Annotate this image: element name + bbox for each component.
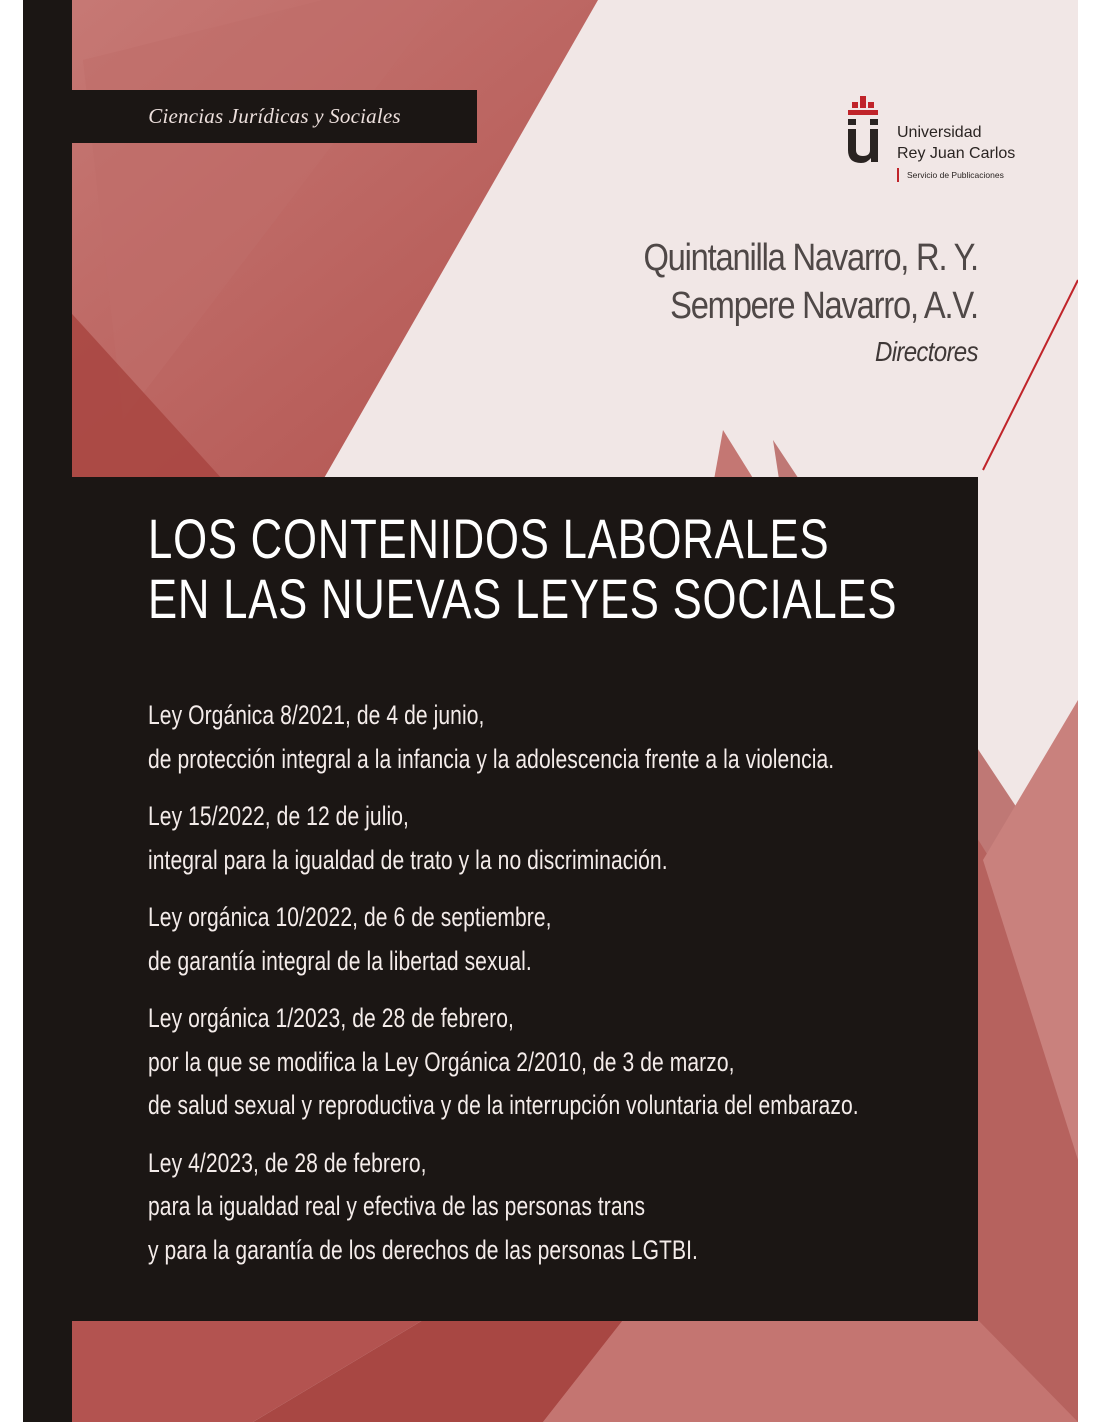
book-title-line-2: EN LAS NUEVAS LEYES SOCIALES <box>148 567 898 630</box>
title-panel <box>72 477 978 1321</box>
university-crown-u-icon <box>846 96 884 166</box>
law-description: y para la garantía de los derechos de las personas LGTBI. <box>148 1234 698 1265</box>
law-description: de protección integral a la infancia y la adolescencia frente a la violencia. <box>148 743 835 774</box>
law-citation: Ley 15/2022, de 12 de julio, <box>148 801 409 831</box>
university-name-line-2: Rey Juan Carlos <box>897 145 1016 162</box>
author-name: Sempere Navarro, A.V. <box>670 285 978 327</box>
laws-list <box>148 694 967 1286</box>
university-name-line-1: Universidad <box>897 124 982 141</box>
university-logo <box>846 96 1046 186</box>
publisher-divider <box>897 168 899 182</box>
series-label-box <box>72 90 477 143</box>
law-description: por la que se modifica la Ley Orgánica 2/2010, de 3 de marzo, <box>148 1046 735 1077</box>
law-entry <box>148 694 967 781</box>
authors-block <box>589 234 978 374</box>
law-description: para la igualdad real y efectiva de las personas trans <box>148 1191 646 1221</box>
university-name <box>897 122 1015 164</box>
book-title <box>148 509 897 629</box>
law-entry <box>148 1142 967 1273</box>
law-citation: Ley orgánica 10/2022, de 6 de septiembre, <box>148 902 552 932</box>
spine-band <box>23 0 72 1422</box>
law-entry <box>148 997 967 1128</box>
law-description: integral para la igualdad de trato y la no discriminación. <box>148 844 668 875</box>
law-citation: Ley orgánica 1/2023, de 28 de febrero, <box>148 1003 514 1033</box>
series-label: Ciencias Jurídicas y Sociales <box>148 104 401 128</box>
law-citation: Ley Orgánica 8/2021, de 4 de junio, <box>148 700 485 730</box>
law-citation: Ley 4/2023, de 28 de febrero, <box>148 1147 427 1178</box>
publisher-department: Servicio de Publicaciones <box>907 170 1004 180</box>
law-entry <box>148 896 967 983</box>
author-name: Quintanilla Navarro, R. Y. <box>643 237 978 279</box>
law-description: de salud sexual y reproductiva y de la interrupción voluntaria del embarazo. <box>148 1090 859 1120</box>
author-role: Directores <box>875 336 978 367</box>
book-title-line-1: LOS CONTENIDOS LABORALES <box>148 507 830 570</box>
law-entry <box>148 795 967 882</box>
book-cover <box>23 0 1078 1422</box>
law-description: de garantía integral de la libertad sexual. <box>148 945 532 976</box>
